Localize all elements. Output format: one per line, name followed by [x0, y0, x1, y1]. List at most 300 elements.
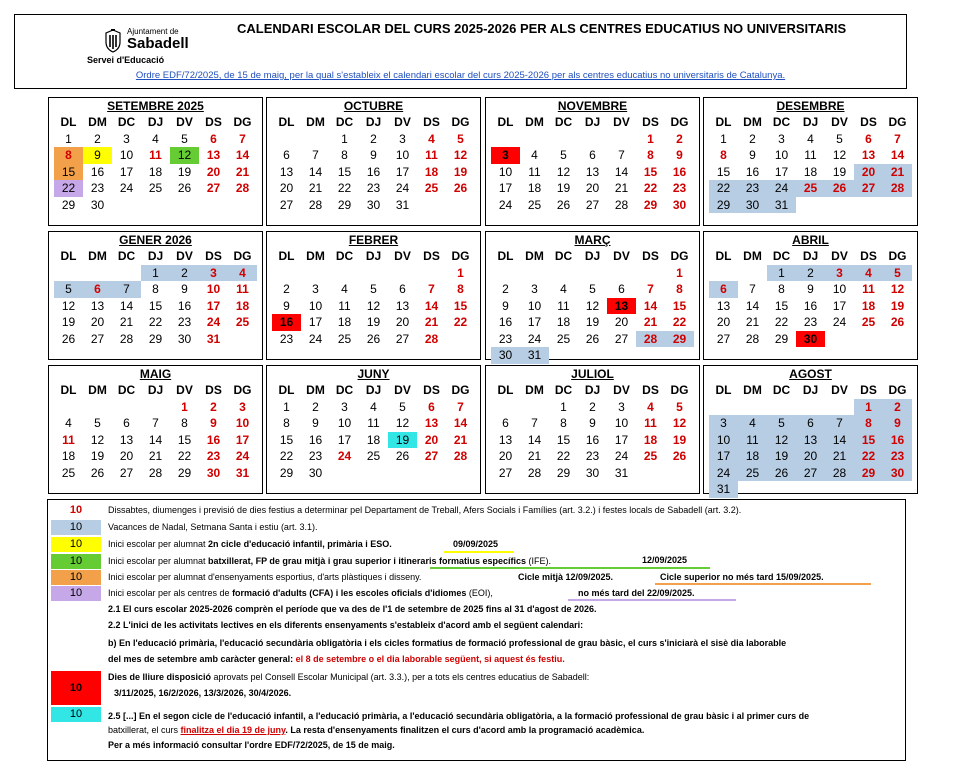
- weekday-header: DG: [451, 115, 470, 129]
- day-cell: 5: [457, 131, 464, 146]
- day-cell: 12: [767, 432, 796, 449]
- day-cell: 26: [61, 331, 76, 346]
- weekday-header: DM: [525, 383, 544, 397]
- day-cell: 15: [672, 298, 687, 313]
- para-2-5-prefix: batxillerat, el curs: [108, 725, 181, 735]
- month-marc: [485, 231, 700, 360]
- day-cell: 1: [457, 265, 464, 280]
- month-name: DESEMBRE: [776, 99, 845, 113]
- day-cell: 12: [90, 432, 105, 447]
- day-cell: 7: [428, 282, 435, 296]
- day-cell: 24: [767, 180, 796, 197]
- weekday-header: DC: [335, 383, 354, 397]
- day-cell: 11: [528, 164, 541, 179]
- weekday-header: DC: [117, 115, 136, 129]
- day-cell: 17: [709, 448, 738, 465]
- weekday-header: DG: [888, 383, 907, 397]
- day-cell: 23: [308, 449, 323, 463]
- weekday-header: DL: [497, 383, 514, 397]
- day-cell: 1: [181, 399, 188, 414]
- day-cell: 7: [618, 148, 625, 162]
- day-cell: 4: [65, 416, 72, 430]
- month-name: JULIOL: [571, 367, 614, 381]
- day-cell: 17: [774, 164, 789, 179]
- weekday-header: DS: [642, 249, 659, 263]
- weekday-header: DC: [554, 383, 573, 397]
- legend-swatch-batxillerat: 10: [51, 554, 101, 569]
- day-cell: 18: [556, 315, 571, 329]
- day-cell: 19: [890, 298, 905, 313]
- day-cell: 12: [170, 147, 199, 164]
- day-cell: 9: [883, 415, 912, 432]
- day-cell: 30: [366, 197, 381, 212]
- day-cell: 30: [738, 197, 767, 214]
- page-title: CALENDARI ESCOLAR DEL CURS 2025-2026 PER ALS CENTRES EDUCATIUS NO UNIVERSITARIS: [237, 21, 847, 36]
- day-cell: 17: [395, 164, 410, 179]
- day-cell: 13: [279, 164, 294, 179]
- day-cell: 13: [90, 298, 105, 313]
- day-cell: 16: [177, 298, 192, 313]
- day-cell: 11: [862, 282, 875, 296]
- month-name: GENER 2026: [119, 233, 192, 247]
- day-cell: 20: [498, 449, 513, 463]
- day-cell: 21: [883, 164, 912, 181]
- day-cell: 20: [585, 181, 600, 195]
- weekday-header: DJ: [584, 115, 601, 129]
- day-cell: 22: [556, 449, 571, 463]
- day-cell: 15: [556, 432, 571, 447]
- month-name: AGOST: [789, 367, 832, 381]
- day-cell: 16: [672, 164, 687, 179]
- day-cell: 19: [672, 432, 687, 447]
- day-cell: 2: [676, 131, 683, 146]
- day-cell: 25: [424, 181, 439, 195]
- weekday-header: DG: [451, 249, 470, 263]
- day-cell: 29: [854, 465, 883, 482]
- day-cell: 29: [177, 465, 192, 480]
- month-grid: [491, 248, 694, 364]
- day-cell: 8: [341, 148, 348, 162]
- month-grid: [709, 382, 912, 498]
- day-cell: 9: [807, 282, 814, 296]
- day-cell: 31: [520, 347, 549, 364]
- day-cell: 11: [149, 148, 162, 162]
- legend-adults-underline: [568, 599, 736, 601]
- day-cell: 26: [90, 465, 105, 480]
- empty-cell: [578, 131, 607, 148]
- day-cell: 19: [556, 181, 571, 195]
- order-link[interactable]: Ordre EDF/72/2025, de 15 de maig, per la qual s'estableix el calendari escolar del curs 2025-2026 per als centres educatius no universitaris de Catalunya.: [135, 70, 786, 81]
- empty-cell: [825, 399, 854, 416]
- day-cell: 4: [152, 131, 159, 146]
- day-cell: 27: [206, 181, 221, 195]
- empty-cell: [83, 265, 112, 282]
- empty-cell: [709, 265, 738, 282]
- day-cell: 15: [148, 298, 163, 313]
- month-gener: [48, 231, 263, 360]
- weekday-header: DV: [831, 115, 848, 129]
- empty-cell: [141, 399, 170, 416]
- day-cell: 2: [796, 265, 825, 282]
- day-cell: 29: [61, 197, 76, 212]
- day-cell: 14: [453, 416, 468, 430]
- day-cell: 7: [112, 281, 141, 298]
- day-cell: 26: [585, 331, 600, 346]
- day-cell: 12: [832, 148, 847, 162]
- legend-lliure-rest: aprovats pel Consell Escolar Municipal (art. 3.3.), per a tots els centres educatius de Sabadell:: [211, 672, 590, 682]
- day-cell: 27: [854, 180, 883, 197]
- day-cell: 23: [498, 331, 513, 346]
- weekday-header: DM: [306, 115, 325, 129]
- empty-cell: [636, 265, 665, 282]
- day-cell: 22: [54, 180, 83, 197]
- legend-lliure-text: [108, 672, 589, 682]
- day-cell: 22: [337, 181, 352, 195]
- day-cell: 17: [308, 315, 323, 329]
- day-cell: 13: [796, 432, 825, 449]
- day-cell: 27: [585, 197, 600, 212]
- day-cell: 25: [235, 315, 250, 329]
- day-cell: 21: [527, 449, 542, 463]
- legend-swatch-esportius: 10: [51, 570, 101, 585]
- empty-cell: [491, 399, 520, 416]
- day-cell: 24: [527, 331, 542, 346]
- day-cell: 25: [738, 465, 767, 482]
- legend-cicle-superior: Cicle superior no més tard 15/09/2025.: [660, 572, 824, 582]
- logo-top-text: Ajuntament de: [127, 27, 179, 36]
- day-cell: 27: [279, 197, 294, 212]
- month-agost: [703, 365, 918, 494]
- day-cell: 3: [312, 282, 319, 296]
- weekday-header: DL: [60, 383, 77, 397]
- day-cell: 21: [235, 164, 250, 179]
- day-cell: 11: [557, 298, 570, 313]
- day-cell: 9: [502, 298, 509, 313]
- day-cell: 20: [614, 315, 629, 329]
- day-cell: 23: [366, 181, 381, 195]
- weekday-header: DS: [860, 383, 877, 397]
- month-name: ABRIL: [792, 233, 829, 247]
- month-grid: [272, 248, 475, 347]
- day-cell: 13: [607, 298, 636, 315]
- day-cell: 3: [341, 399, 348, 414]
- weekday-header: DC: [117, 249, 136, 263]
- day-cell: 30: [177, 331, 192, 346]
- day-cell: 24: [498, 197, 513, 212]
- day-cell: 19: [366, 315, 381, 329]
- empty-cell: [54, 265, 83, 282]
- empty-cell: [301, 265, 330, 282]
- legend-cicle-mitja: Cicle mitjà 12/09/2025.: [518, 572, 614, 582]
- day-cell: 28: [308, 197, 323, 212]
- day-cell: 19: [90, 449, 105, 463]
- day-cell: 25: [527, 197, 542, 212]
- day-cell: 15: [716, 164, 731, 179]
- day-cell: 18: [337, 315, 352, 329]
- day-cell: 7: [894, 131, 901, 146]
- day-cell: 15: [774, 298, 789, 313]
- day-cell: 9: [370, 148, 377, 162]
- day-cell: 8: [560, 416, 567, 430]
- day-cell: 9: [676, 148, 683, 162]
- month-name: SETEMBRE 2025: [107, 99, 204, 113]
- weekday-header: DV: [394, 383, 411, 397]
- day-cell: 15: [54, 164, 83, 181]
- weekday-header: DM: [525, 115, 544, 129]
- legend-box: [47, 499, 906, 761]
- month-grid: [709, 114, 912, 213]
- legend-batxillerat-date: 12/09/2025: [642, 555, 688, 565]
- day-cell: 16: [498, 315, 513, 329]
- weekday-header: DV: [176, 383, 193, 397]
- weekday-header: DG: [233, 249, 252, 263]
- weekday-header: DL: [278, 249, 295, 263]
- day-cell: 8: [283, 416, 290, 430]
- weekday-header: DG: [233, 115, 252, 129]
- logo-name: Sabadell: [127, 35, 189, 52]
- day-cell: 10: [337, 416, 352, 430]
- day-cell: 4: [854, 265, 883, 282]
- legend-adults-bold: formació d'adults (CFA) i les escoles oficials d'idiomes: [232, 588, 467, 598]
- weekday-header: DM: [88, 115, 107, 129]
- para-b-prefix: del mes de setembre amb caràcter general:: [108, 654, 296, 664]
- empty-cell: [388, 265, 417, 282]
- day-cell: 15: [279, 432, 294, 447]
- day-cell: 6: [123, 416, 130, 430]
- weekday-header: DJ: [584, 249, 601, 263]
- day-cell: 13: [206, 148, 221, 162]
- day-cell: 19: [177, 164, 192, 179]
- day-cell: 2: [370, 131, 377, 146]
- day-cell: 13: [395, 298, 410, 313]
- day-cell: 22: [672, 315, 687, 329]
- day-cell: 9: [589, 416, 596, 430]
- day-cell: 31: [206, 331, 221, 346]
- day-cell: 17: [337, 432, 352, 447]
- day-cell: 11: [62, 432, 75, 447]
- weekday-header: DG: [888, 115, 907, 129]
- empty-cell: [301, 131, 330, 148]
- weekday-header: DJ: [365, 383, 382, 397]
- day-cell: 16: [803, 298, 818, 313]
- legend-batx-suffix: (IFE).: [525, 556, 551, 566]
- day-cell: 17: [498, 181, 513, 195]
- day-cell: 6: [502, 416, 509, 430]
- para-more-info: Per a més informació consultar l'ordre EDF/72/2025, de 15 de maig.: [108, 740, 395, 750]
- day-cell: 12: [395, 416, 410, 430]
- para-b-line2: [108, 654, 565, 664]
- day-cell: 31: [709, 481, 738, 498]
- legend-vacation-text: Vacances de Nadal, Setmana Santa i estiu (art. 3.1).: [108, 522, 318, 532]
- month-grid: [272, 382, 475, 481]
- weekday-header: DJ: [365, 249, 382, 263]
- day-cell: 19: [585, 315, 600, 329]
- day-cell: 14: [825, 432, 854, 449]
- day-cell: 23: [585, 449, 600, 463]
- legend-swatch-final: 10: [51, 707, 101, 722]
- month-maig: [48, 365, 263, 494]
- day-cell: 17: [206, 298, 221, 313]
- day-cell: 27: [796, 465, 825, 482]
- empty-cell: [796, 399, 825, 416]
- day-cell: 21: [745, 315, 760, 329]
- day-cell: 13: [424, 416, 439, 430]
- legend-adults-prefix: Inici escolar per als centres de: [108, 588, 233, 598]
- day-cell: 10: [774, 148, 789, 162]
- legend-infantil-bold: 2n cicle d'educació infantil, primària i ESO.: [208, 539, 392, 549]
- weekday-header: DL: [715, 383, 732, 397]
- day-cell: 20: [424, 432, 439, 447]
- day-cell: 21: [119, 315, 134, 329]
- day-cell: 17: [527, 315, 542, 329]
- day-cell: 28: [119, 331, 134, 346]
- day-cell: 6: [709, 281, 738, 298]
- day-cell: 16: [883, 432, 912, 449]
- legend-infantil-underline: [444, 551, 514, 553]
- day-cell: 1: [720, 131, 727, 146]
- weekday-header: DL: [497, 115, 514, 129]
- day-cell: 20: [279, 181, 294, 195]
- day-cell: 18: [643, 432, 658, 447]
- legend-holiday-text: Dissabtes, diumenges i previsió de dies festius a determinar pel Departament de Treball, Afers Socials i Famílies (art. 3.2.) i festes locals de Sabadell (art. 3.2).: [108, 505, 742, 515]
- weekday-header: DM: [525, 249, 544, 263]
- day-cell: 8: [778, 282, 785, 296]
- weekday-header: DM: [306, 383, 325, 397]
- month-desembre: [703, 97, 918, 226]
- day-cell: 20: [90, 315, 105, 329]
- day-cell: 11: [236, 282, 249, 296]
- day-cell: 9: [210, 416, 217, 430]
- day-cell: 6: [589, 148, 596, 162]
- weekday-header: DC: [335, 249, 354, 263]
- weekday-header: DL: [60, 249, 77, 263]
- day-cell: 24: [395, 181, 410, 195]
- legend-lliure-dates: 3/11/2025, 16/2/2026, 13/3/2026, 30/4/2026.: [114, 688, 292, 698]
- day-cell: 14: [148, 432, 163, 447]
- weekday-header: DS: [860, 115, 877, 129]
- weekday-header: DJ: [802, 383, 819, 397]
- day-cell: 3: [531, 282, 538, 296]
- day-cell: 13: [861, 148, 876, 162]
- day-cell: 23: [279, 331, 294, 346]
- day-cell: 22: [854, 448, 883, 465]
- day-cell: 14: [235, 148, 250, 162]
- day-cell: 24: [119, 181, 134, 195]
- day-cell: 28: [148, 465, 163, 480]
- day-cell: 8: [676, 282, 683, 296]
- day-cell: 5: [181, 131, 188, 146]
- day-cell: 8: [647, 148, 654, 162]
- day-cell: 1: [767, 265, 796, 282]
- day-cell: 8: [152, 282, 159, 296]
- day-cell: 25: [366, 449, 381, 463]
- day-cell: 11: [367, 416, 380, 430]
- day-cell: 14: [643, 298, 658, 313]
- day-cell: 18: [148, 164, 163, 179]
- weekday-header: DM: [743, 115, 762, 129]
- day-cell: 24: [206, 315, 221, 329]
- weekday-header: DC: [117, 383, 136, 397]
- empty-cell: [549, 131, 578, 148]
- month-name: MAIG: [139, 367, 172, 381]
- day-cell: 3: [399, 131, 406, 146]
- day-cell: 9: [83, 147, 112, 164]
- day-cell: 25: [61, 465, 76, 480]
- day-cell: 16: [745, 164, 760, 179]
- sabadell-shield-icon: [103, 29, 123, 53]
- day-cell: 26: [366, 331, 381, 346]
- day-cell: 2: [749, 131, 756, 146]
- day-cell: 19: [832, 164, 847, 179]
- day-cell: 11: [738, 432, 767, 449]
- weekday-header: DJ: [802, 249, 819, 263]
- empty-cell: [491, 265, 520, 282]
- para-2-2: 2.2 L'inici de les activitats lectives en els diferents ensenyaments s'estableix d'acord amb el següent calendari:: [108, 620, 584, 630]
- day-cell: 7: [749, 282, 756, 296]
- day-cell: 22: [709, 180, 738, 197]
- day-cell: 27: [498, 465, 513, 480]
- day-cell: 29: [774, 331, 789, 346]
- day-cell: 30: [491, 347, 520, 364]
- weekday-header: DL: [715, 249, 732, 263]
- legend-swatch-infantil: 10: [51, 537, 101, 552]
- legend-swatch-holiday: 10: [69, 504, 83, 516]
- month-novembre: [485, 97, 700, 226]
- day-cell: 21: [825, 448, 854, 465]
- empty-cell: [738, 399, 767, 416]
- day-cell: 14: [527, 432, 542, 447]
- empty-cell: [767, 399, 796, 416]
- weekday-header: DC: [554, 249, 573, 263]
- empty-cell: [112, 399, 141, 416]
- day-cell: 20: [206, 164, 221, 179]
- day-cell: 10: [614, 416, 629, 430]
- day-cell: 14: [308, 164, 323, 179]
- day-cell: 18: [235, 298, 250, 313]
- day-cell: 17: [119, 164, 134, 179]
- day-cell: 4: [560, 282, 567, 296]
- weekday-header: DG: [670, 115, 689, 129]
- day-cell: 24: [235, 449, 250, 463]
- day-cell: 9: [283, 298, 290, 313]
- weekday-header: DJ: [147, 383, 164, 397]
- weekday-header: DJ: [802, 115, 819, 129]
- weekday-header: DS: [205, 383, 222, 397]
- day-cell: 12: [585, 298, 600, 313]
- day-cell: 2: [883, 399, 912, 416]
- weekday-header: DV: [613, 249, 630, 263]
- weekday-header: DJ: [147, 249, 164, 263]
- day-cell: 29: [665, 331, 694, 348]
- day-cell: 23: [177, 315, 192, 329]
- day-cell: 16: [90, 164, 105, 179]
- day-cell: 5: [883, 265, 912, 282]
- month-juliol: [485, 365, 700, 494]
- weekday-header: DM: [306, 249, 325, 263]
- day-cell: 6: [618, 282, 625, 296]
- weekday-header: DM: [743, 249, 762, 263]
- day-cell: 19: [453, 164, 468, 179]
- weekday-header: DJ: [365, 115, 382, 129]
- day-cell: 12: [366, 298, 381, 313]
- day-cell: 28: [527, 465, 542, 480]
- day-cell: 26: [825, 180, 854, 197]
- day-cell: 6: [83, 281, 112, 298]
- day-cell: 20: [395, 315, 410, 329]
- day-cell: 26: [177, 181, 192, 195]
- day-cell: 20: [854, 164, 883, 181]
- day-cell: 31: [395, 197, 410, 212]
